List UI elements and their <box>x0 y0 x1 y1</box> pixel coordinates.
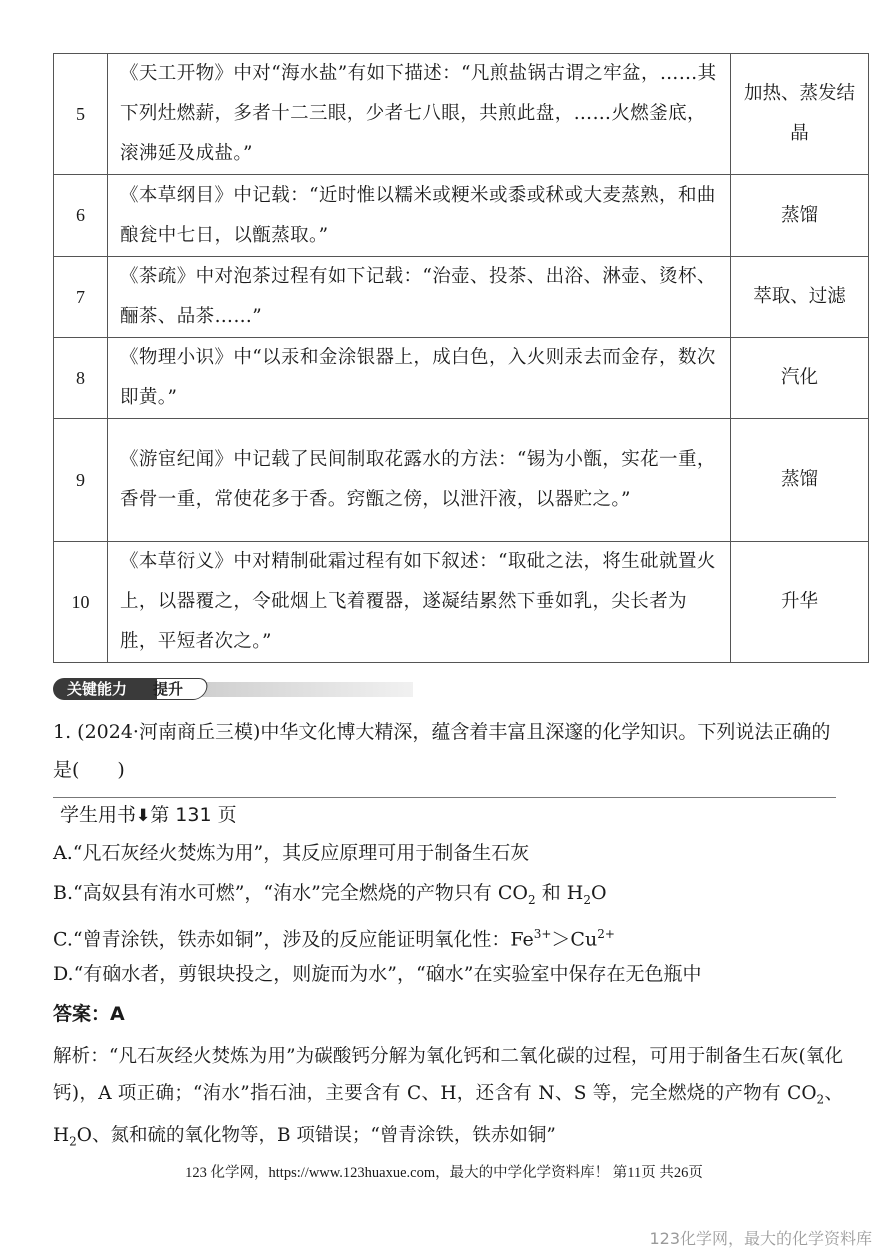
page-footer: 123 化学网，https://www.123huaxue.com，最大的中学化学资料库！ 第11页 共26页 <box>185 1165 703 1181</box>
table-row <box>54 338 869 419</box>
row-description: 《游宦纪闻》中记载了民间制取花露水的方法：“锡为小甑，实花一重，香骨一重，常使花多于香。窍甑之傍，以泄汗液，以器贮之。” <box>108 419 731 542</box>
option-c-text: C.“曾青涂铁，铁赤如铜”，涉及的反应能证明氧化性：Fe <box>53 928 534 951</box>
table-row <box>54 54 869 175</box>
analysis-text: O、氮和硫的氧化物等，B 项错误；“曾青涂铁，铁赤如铜” <box>76 1124 556 1146</box>
banner-gradient-bar <box>201 682 413 697</box>
row-method: 蒸馏 <box>731 419 869 542</box>
option-a: A.“凡石灰经火焚炼为用”，其反应原理可用于制备生石灰 <box>53 842 530 864</box>
row-number: 7 <box>54 257 108 338</box>
row-number: 9 <box>54 419 108 542</box>
banner-right-label: 提升 <box>153 680 184 698</box>
table-row <box>54 257 869 338</box>
option-c <box>53 920 615 953</box>
table-row <box>54 175 869 257</box>
row-method: 升华 <box>731 542 869 663</box>
option-b-text: B.“高奴县有洧水可燃”，“洧水”完全燃烧的产物只有 CO <box>53 882 529 904</box>
row-number: 10 <box>54 542 108 663</box>
row-method: 萃取、过滤 <box>731 257 869 338</box>
row-number: 5 <box>54 54 108 175</box>
table-row <box>54 419 869 542</box>
superscript: 2+ <box>597 927 615 941</box>
row-description: 《本草纲目》中记载：“近时惟以糯米或粳米或黍或秫或大麦蒸熟，和曲酿瓮中七日，以甑蒸取。” <box>108 175 731 257</box>
subscript: 2 <box>816 1092 825 1107</box>
analysis-text: 解析：“凡石灰经火焚炼为用”为碳酸钙分解为氧化钙和二氧化碳的过程，可用于制备生石灰(氧化钙)，A 项正确；“洧水”指石油，主要含有 C、H，还含有 N、S 等，完全燃烧的产物有 CO <box>53 1046 843 1104</box>
subscript: 2 <box>583 892 591 907</box>
row-description: 《天工开物》中对“海水盐”有如下描述：“凡煎盐锅古谓之牢盆，……其下列灶燃薪，多者十二三眼，少者七八眼，共煎此盘，……火燃釜底，滚沸延及成盐。” <box>108 54 731 175</box>
row-description: 《本草衍义》中对精制砒霜过程有如下叙述：“取砒之法，将生砒就置火上，以器覆之，令砒烟上飞着覆器，遂凝结累然下垂如乳，尖长者为胜，平短者次之。” <box>108 542 731 663</box>
question-stem: 1. (2024·河南商丘三模)中华文化博大精深，蕴含着丰富且深邃的化学知识。下列说法正确的是( ) <box>53 721 831 781</box>
divider <box>53 797 836 798</box>
banner-left-label: 关键能力 <box>53 678 157 700</box>
table-row <box>54 542 869 663</box>
row-method: 蒸馏 <box>731 175 869 257</box>
textbook-reference <box>60 801 237 830</box>
option-b <box>53 879 607 914</box>
reference-page: 第 131 页 <box>150 804 237 826</box>
subscript: 2 <box>528 892 536 907</box>
subscript: 2 <box>69 1134 77 1149</box>
row-method: 汽化 <box>731 338 869 419</box>
reference-prefix: 学生用书 <box>60 804 137 826</box>
analysis <box>53 1039 843 1160</box>
section-banner <box>53 678 415 700</box>
option-b-text: O <box>590 882 607 904</box>
answer: 答案：A <box>53 1003 125 1025</box>
down-arrow-icon: ⬇ <box>136 806 151 826</box>
superscript: 3+ <box>533 927 552 941</box>
analysis-text: 、H <box>53 1082 843 1146</box>
option-b-text: 和 H <box>535 882 584 904</box>
row-description: 《茶疏》中对泡茶过程有如下记载：“治壶、投茶、出浴、淋壶、烫杯、酾茶、品茶……” <box>108 257 731 338</box>
answer-table <box>53 53 869 663</box>
option-d: D.“有硇水者，剪银块投之，则旋而为水”，“硇水”在实验室中保存在无色瓶中 <box>53 963 702 985</box>
watermark: 123化学网，最大的化学资料库 <box>649 1229 872 1248</box>
row-description: 《物理小识》中“以汞和金涂银器上，成白色，入火则汞去而金存，数次即黄。” <box>108 338 731 419</box>
row-number: 6 <box>54 175 108 257</box>
row-method: 加热、蒸发结晶 <box>731 54 869 175</box>
row-number: 8 <box>54 338 108 419</box>
option-c-text: ＞Cu <box>551 928 598 951</box>
